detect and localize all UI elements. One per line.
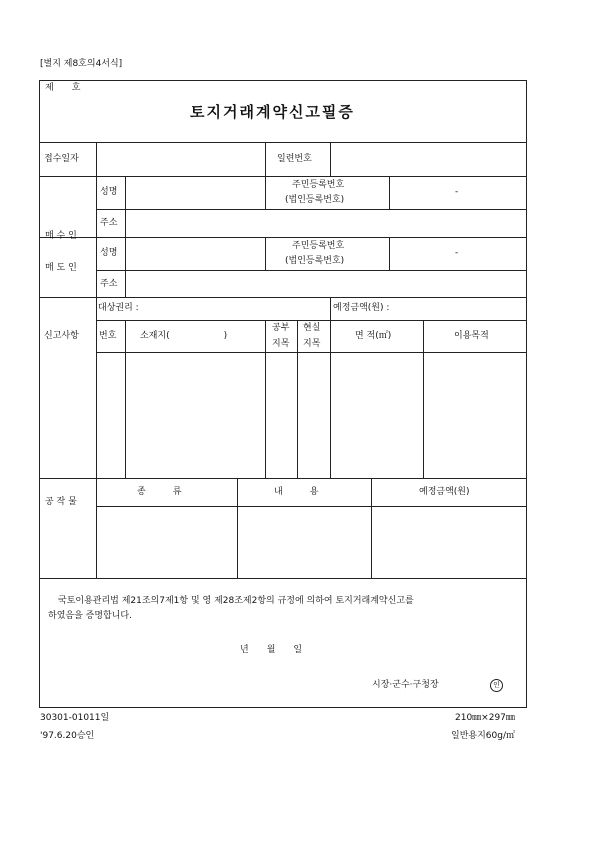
col-type-header: 종 류 <box>137 487 182 497</box>
rule <box>265 142 266 176</box>
buyer-name-field[interactable] <box>127 178 263 207</box>
rule <box>39 578 527 579</box>
col-purpose-header: 이용목적 <box>454 331 489 341</box>
paper-spec: 일반용지60g/㎡ <box>451 731 515 741</box>
form-title: 토지거래계약신고필증 <box>190 103 355 121</box>
approval-date: '97.6.20승인 <box>40 731 95 741</box>
rule <box>265 237 266 270</box>
structures-entries-area[interactable] <box>98 509 525 576</box>
buyer-id-label: 주민등록번호 <box>292 180 345 190</box>
col-actual-header: 현실 <box>303 323 321 333</box>
rule <box>39 237 527 238</box>
seller-id-label: 주민등록번호 <box>292 241 345 251</box>
form-code: 30301-01011일 <box>40 713 110 723</box>
rule <box>39 297 527 298</box>
col-official-header: 공부 <box>272 323 290 333</box>
rule <box>125 176 126 297</box>
serial-number-label: 일련번호 <box>277 154 312 164</box>
certification-text-line2: 하였음을 증명합니다. <box>48 611 132 621</box>
seller-corp-id-label: (법인등록번호) <box>285 256 345 266</box>
seller-address-field[interactable] <box>127 272 525 295</box>
paper-size: 210㎜×297㎜ <box>455 713 515 723</box>
buyer-address-field[interactable] <box>127 211 525 235</box>
serial-number-field[interactable] <box>333 145 525 174</box>
seller-name-field[interactable] <box>127 239 263 268</box>
seller-name-label: 성명 <box>100 248 118 258</box>
planned-amount-label: 예정금액(원) : <box>333 303 390 313</box>
buyer-name-label: 성명 <box>100 187 118 197</box>
seller-address-label: 주소 <box>100 279 118 289</box>
rule <box>39 142 527 143</box>
col-content-header: 내 용 <box>274 487 319 497</box>
rule <box>39 176 527 177</box>
seller-id-field[interactable]: - <box>455 248 459 258</box>
report-entries-area[interactable] <box>98 355 525 476</box>
certification-date: 년 월 일 <box>240 645 303 655</box>
buyer-section-label: 매 수 인 <box>45 231 77 241</box>
col-area-header: 면 적(㎡) <box>355 331 392 341</box>
receipt-date-field[interactable] <box>98 145 263 174</box>
rule <box>96 142 97 578</box>
rule <box>389 237 390 270</box>
rule <box>96 506 527 507</box>
col-location-header: 소재지( ) <box>140 331 228 341</box>
col-official-header-2: 지목 <box>272 339 290 349</box>
rule <box>96 320 527 321</box>
rule <box>265 176 266 209</box>
issuer-title: 시장·군수·구청장 <box>372 680 439 690</box>
target-right-label: 대상권리 : <box>98 303 139 313</box>
certification-text-line1: 국토이용관리법 제21조의7제1항 및 영 제28조제2항의 규정에 의하여 토지거래계약신고를 <box>58 596 414 606</box>
buyer-corp-id-label: (법인등록번호) <box>285 195 345 205</box>
seller-section-label: 매 도 인 <box>45 263 77 273</box>
receipt-date-label: 접수일자 <box>44 154 79 164</box>
rule <box>39 478 527 479</box>
rule <box>96 352 527 353</box>
report-section-label: 신고사항 <box>44 331 79 341</box>
col-amount-header: 예정금액(원) <box>419 487 470 497</box>
number-label: 제 호 <box>45 83 81 93</box>
buyer-id-field[interactable]: - <box>455 187 459 197</box>
col-actual-header-2: 지목 <box>303 339 321 349</box>
seal-mark: 인 <box>490 679 503 692</box>
rule <box>96 270 527 271</box>
structures-section-label: 공 작 물 <box>45 497 77 507</box>
form-reference: [별지 제8호의4서식] <box>40 59 123 69</box>
rule <box>96 209 527 210</box>
col-number-header: 번호 <box>99 331 117 341</box>
rule <box>330 142 331 176</box>
rule <box>389 176 390 209</box>
buyer-address-label: 주소 <box>100 218 118 228</box>
rule <box>330 297 331 320</box>
